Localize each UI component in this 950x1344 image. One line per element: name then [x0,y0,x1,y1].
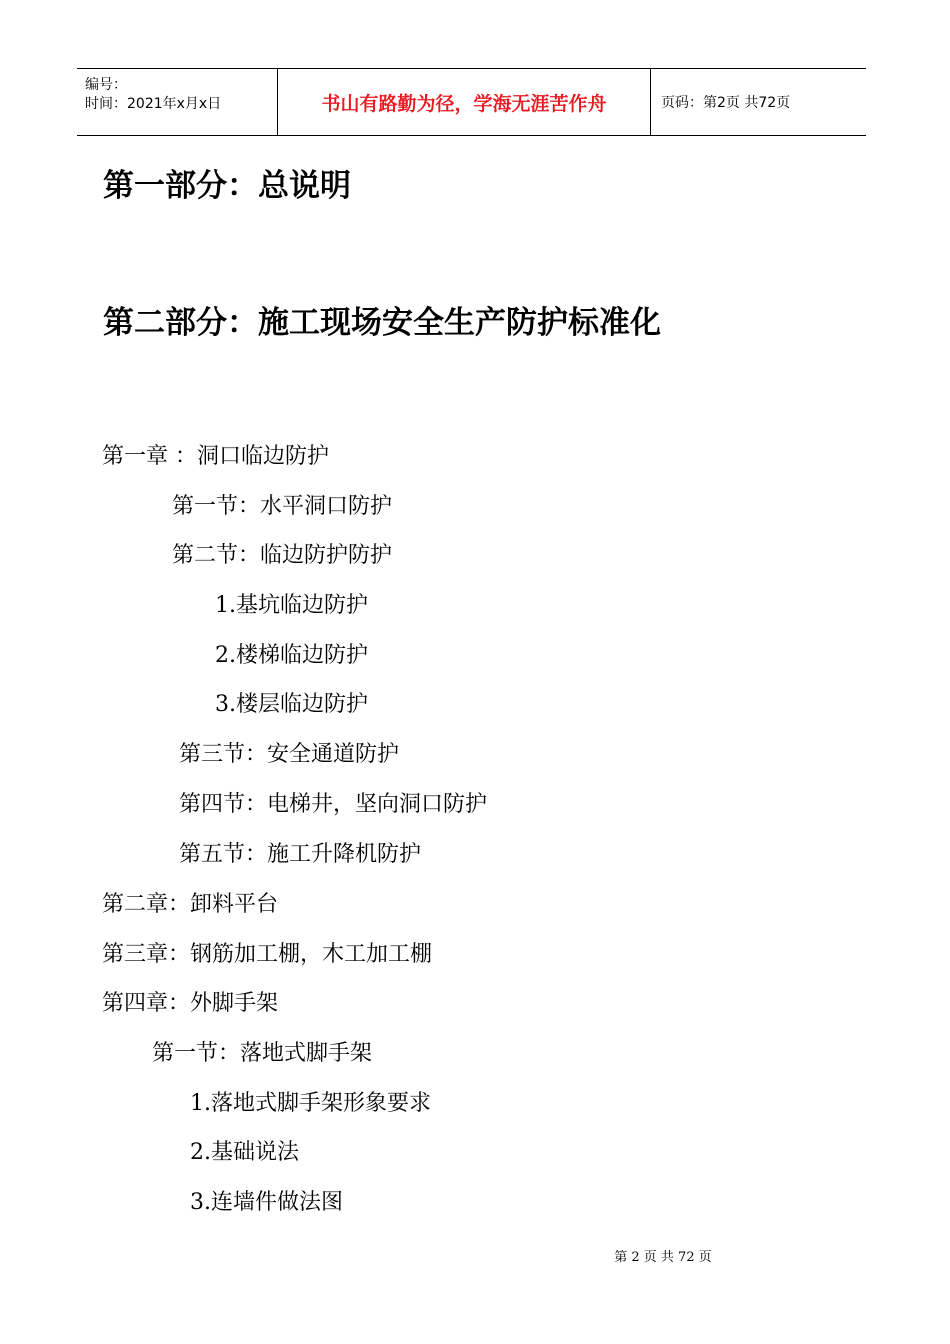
time-label: 时间：2021年x月x日 [85,96,222,112]
toc-chapter-2: 第二章：卸料平台 [102,892,279,917]
footer-page-number: 第 2 页 共 72 页 [614,1250,712,1265]
toc-item-1-2-1: 1.基坑临边防护 [215,593,368,618]
toc-item-1-2-2: 2.楼梯临边防护 [215,643,368,668]
page-footer [0,1246,950,1265]
header-motto: 书山有路勤为径，学海无涯苦作舟 [278,69,651,135]
toc-chapter-4: 第四章：外脚手架 [102,991,279,1016]
page-header [77,68,866,136]
toc-section-1-4: 第四节：电梯井，坚向洞口防护 [179,792,488,817]
part-two-title: 第二部分：施工现场安全生产防护标准化 [103,305,661,341]
toc-item-4-1-3: 3.连墙件做法图 [190,1190,343,1215]
toc-item-1-2-3: 3.楼层临边防护 [215,692,368,717]
toc-section-4-1: 第一节：落地式脚手架 [152,1041,373,1066]
toc-item-4-1-2: 2.基础说法 [190,1140,299,1165]
toc-chapter-1: 第一章 ：洞口临边防护 [102,444,329,469]
header-meta [77,69,278,135]
toc-section-1-3: 第三节：安全通道防护 [179,742,400,767]
toc-chapter-3: 第三章：钢筋加工棚，木工加工棚 [102,942,433,967]
toc-section-1-2: 第二节：临边防护防护 [172,543,393,568]
toc-item-4-1-1: 1.落地式脚手架形象要求 [190,1091,431,1116]
header-page-info: 页码：第2页 共72页 [661,95,791,111]
toc-section-1-1: 第一节：水平洞口防护 [172,494,393,519]
part-one-title: 第一部分：总说明 [103,168,351,204]
toc-section-1-5: 第五节：施工升降机防护 [179,842,422,867]
number-label: 编号： [85,77,127,93]
